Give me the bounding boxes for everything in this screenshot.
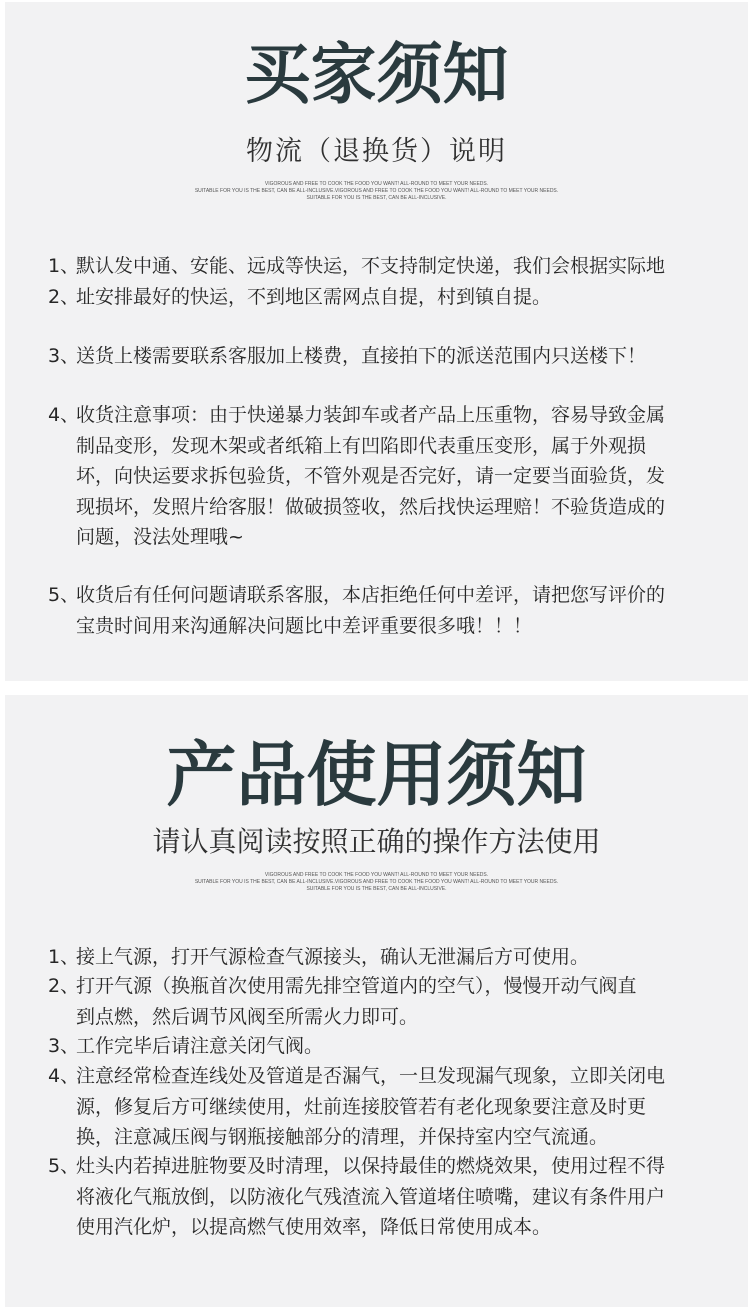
- fine-print-line: VIGOROUS AND FREE TO COOK THE FOOD YOU WANT! ALL-ROUND TO MEET YOUR NEEDS.: [264, 872, 489, 878]
- item-text: 默认发中通、安能、远成等快运，不支持制定快递，我们会根据实际地: [76, 255, 666, 277]
- item-number: 3、: [48, 1035, 80, 1057]
- item-text: 收货后有任何问题请联系客服，本店拒绝任何中差评，请把您写评价的 宝贵时间用来沟通解决问题比中差评重要很多哦！！！: [76, 584, 666, 637]
- list-item: [48, 971, 718, 1032]
- item-number: 5、: [48, 584, 80, 606]
- fine-print-line: SUITABLE FOR YOU IS THE BEST, CAN BE ALL-INCLUSIVE.: [306, 886, 447, 892]
- list-item: [48, 1061, 718, 1153]
- buyer-notice-title: 买家须知: [244, 36, 509, 113]
- item-text: 址安排最好的快运，不到地区需网点自提，村到镇自提。: [76, 286, 552, 308]
- item-number: 2、: [48, 975, 80, 997]
- list-item: [48, 1031, 718, 1062]
- item-number: 3、: [48, 345, 80, 367]
- item-text: 注意经常检查连线处及管道是否漏气，一旦发现漏气现象，立即关闭电 源，修复后方可继续使用，灶前连接胶管若有老化现象要注意及时更 换，注意减压阀与钢瓶接触部分的清理，并保持室内空气流通。: [76, 1065, 666, 1148]
- usage-notice-panel: [5, 695, 748, 1307]
- item-number: 1、: [48, 946, 80, 968]
- item-text: 送货上楼需要联系客服加上楼费，直接拍下的派送范围内只送楼下！: [76, 345, 647, 367]
- item-text: 收货注意事项：由于快递暴力装卸车或者产品上压重物，容易导致金属 制品变形，发现木架或者纸箱上有凹陷即代表重压变形，属于外观损 坏，向快运要求拆包验货，不管外观是否完好，请一定要当面验货，发 现损坏，发照片给客服！做破损签收，然后找快运理赔！不验货造成的 问题，没法处理哦~: [76, 404, 666, 548]
- list-item: [48, 400, 718, 553]
- list-item: [48, 341, 718, 372]
- buyer-notice-panel: [5, 2, 748, 681]
- list-item: [48, 580, 718, 641]
- item-number: 2、: [48, 286, 80, 308]
- fine-print-line: SUITABLE FOR YOU IS THE BEST, CAN BE ALL-INCLUSIVE.VIGOROUS AND FREE TO COOK THE FOOD YOU WANT! ALL-ROUND TO MEET YOUR NEEDS.: [194, 188, 559, 194]
- list-item: [48, 1151, 718, 1243]
- item-text: 打开气源（换瓶首次使用需先排空管道内的空气），慢慢开动气阀直 到点燃，然后调节风阀至所需火力即可。: [76, 975, 637, 1028]
- item-text: 工作完毕后请注意关闭气阀。: [76, 1035, 324, 1057]
- usage-notice-subtitle: 请认真阅读按照正确的操作方法使用: [152, 825, 601, 858]
- item-number: 4、: [48, 1065, 80, 1087]
- list-item: [48, 282, 718, 313]
- item-number: 5、: [48, 1155, 80, 1177]
- item-number: 4、: [48, 404, 80, 426]
- fine-print-line: VIGOROUS AND FREE TO COOK THE FOOD YOU WANT! ALL-ROUND TO MEET YOUR NEEDS.: [264, 181, 489, 187]
- fine-print-line: SUITABLE FOR YOU IS THE BEST, CAN BE ALL-INCLUSIVE.VIGOROUS AND FREE TO COOK THE FOOD YOU WANT! ALL-ROUND TO MEET YOUR NEEDS.: [194, 879, 559, 885]
- item-text: 接上气源，打开气源检查气源接头，确认无泄漏后方可使用。: [76, 946, 590, 968]
- buyer-notice-subtitle: 物流（退换货）说明: [246, 136, 507, 167]
- item-number: 1、: [48, 255, 80, 277]
- list-item: [48, 251, 718, 282]
- list-item: [48, 942, 718, 973]
- fine-print-line: SUITABLE FOR YOU IS THE BEST, CAN BE ALL-INCLUSIVE.: [306, 195, 447, 201]
- usage-notice-title: 产品使用须知: [166, 734, 587, 816]
- item-text: 灶头内若掉进脏物要及时清理，以保持最佳的燃烧效果，使用过程不得 将液化气瓶放倒，以防液化气残渣流入管道堵住喷嘴，建议有条件用户 使用汽化炉，以提高燃气使用效率，降低日常使用成本。: [76, 1155, 666, 1238]
